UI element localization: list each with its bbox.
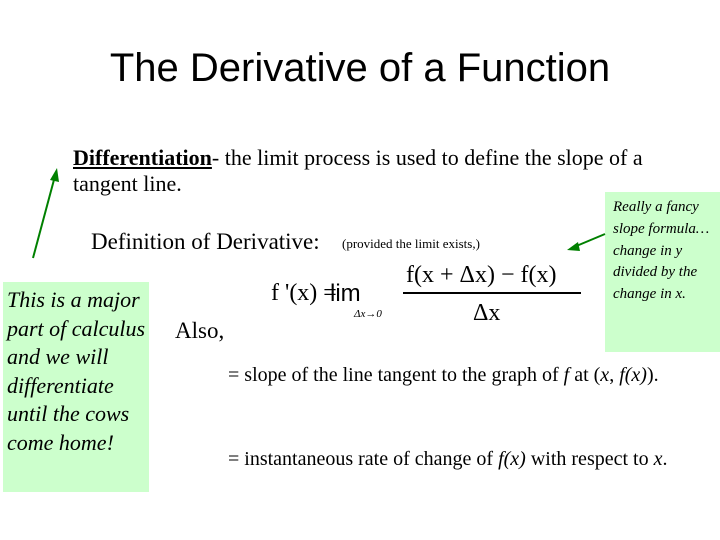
rate-statement-text: = instantaneous rate of change of: [228, 448, 499, 470]
differentiation-description: - the limit process is used to define the slope of a tangent line.: [73, 145, 643, 196]
definition-label: Definition of Derivative:: [91, 229, 320, 254]
right-arrow-icon: [567, 234, 605, 251]
slide-title: The Derivative of a Function: [109, 46, 611, 90]
formula-lhs: f '(x) =: [271, 280, 337, 306]
slope-statement-fx: f(x): [619, 364, 647, 386]
slope-statement-open: at (: [569, 364, 601, 386]
formula-denominator: Δx: [473, 300, 501, 326]
also-label: Also,: [175, 318, 225, 343]
slope-statement-x: x: [600, 364, 610, 386]
formula-lim: lim: [330, 280, 361, 307]
rate-statement-mid: with respect to: [525, 448, 654, 470]
rate-statement-end: .: [662, 448, 668, 470]
slope-statement-f: f: [563, 364, 570, 386]
formula-limit-subscript: Δx→0: [354, 308, 382, 320]
slope-statement-comma: ,: [609, 364, 620, 386]
slope-statement-text: = slope of the line tangent to the graph of: [228, 364, 564, 386]
rate-statement-x: x: [653, 448, 663, 470]
formula-numerator: f(x + Δx) − f(x): [406, 262, 557, 288]
right-note-text: Really a fancy slope formula… change in y divided by the change in x.: [613, 199, 710, 303]
rate-statement-fx: f(x): [498, 448, 526, 470]
differentiation-term: Differentiation: [73, 145, 212, 170]
slope-statement-close: ).: [646, 364, 659, 386]
left-arrow-icon: [33, 168, 59, 258]
definition-note: (provided the limit exists,): [342, 236, 480, 251]
left-note-text: This is a major part of calculus and we will differentiate until the cows come home!: [7, 287, 146, 455]
